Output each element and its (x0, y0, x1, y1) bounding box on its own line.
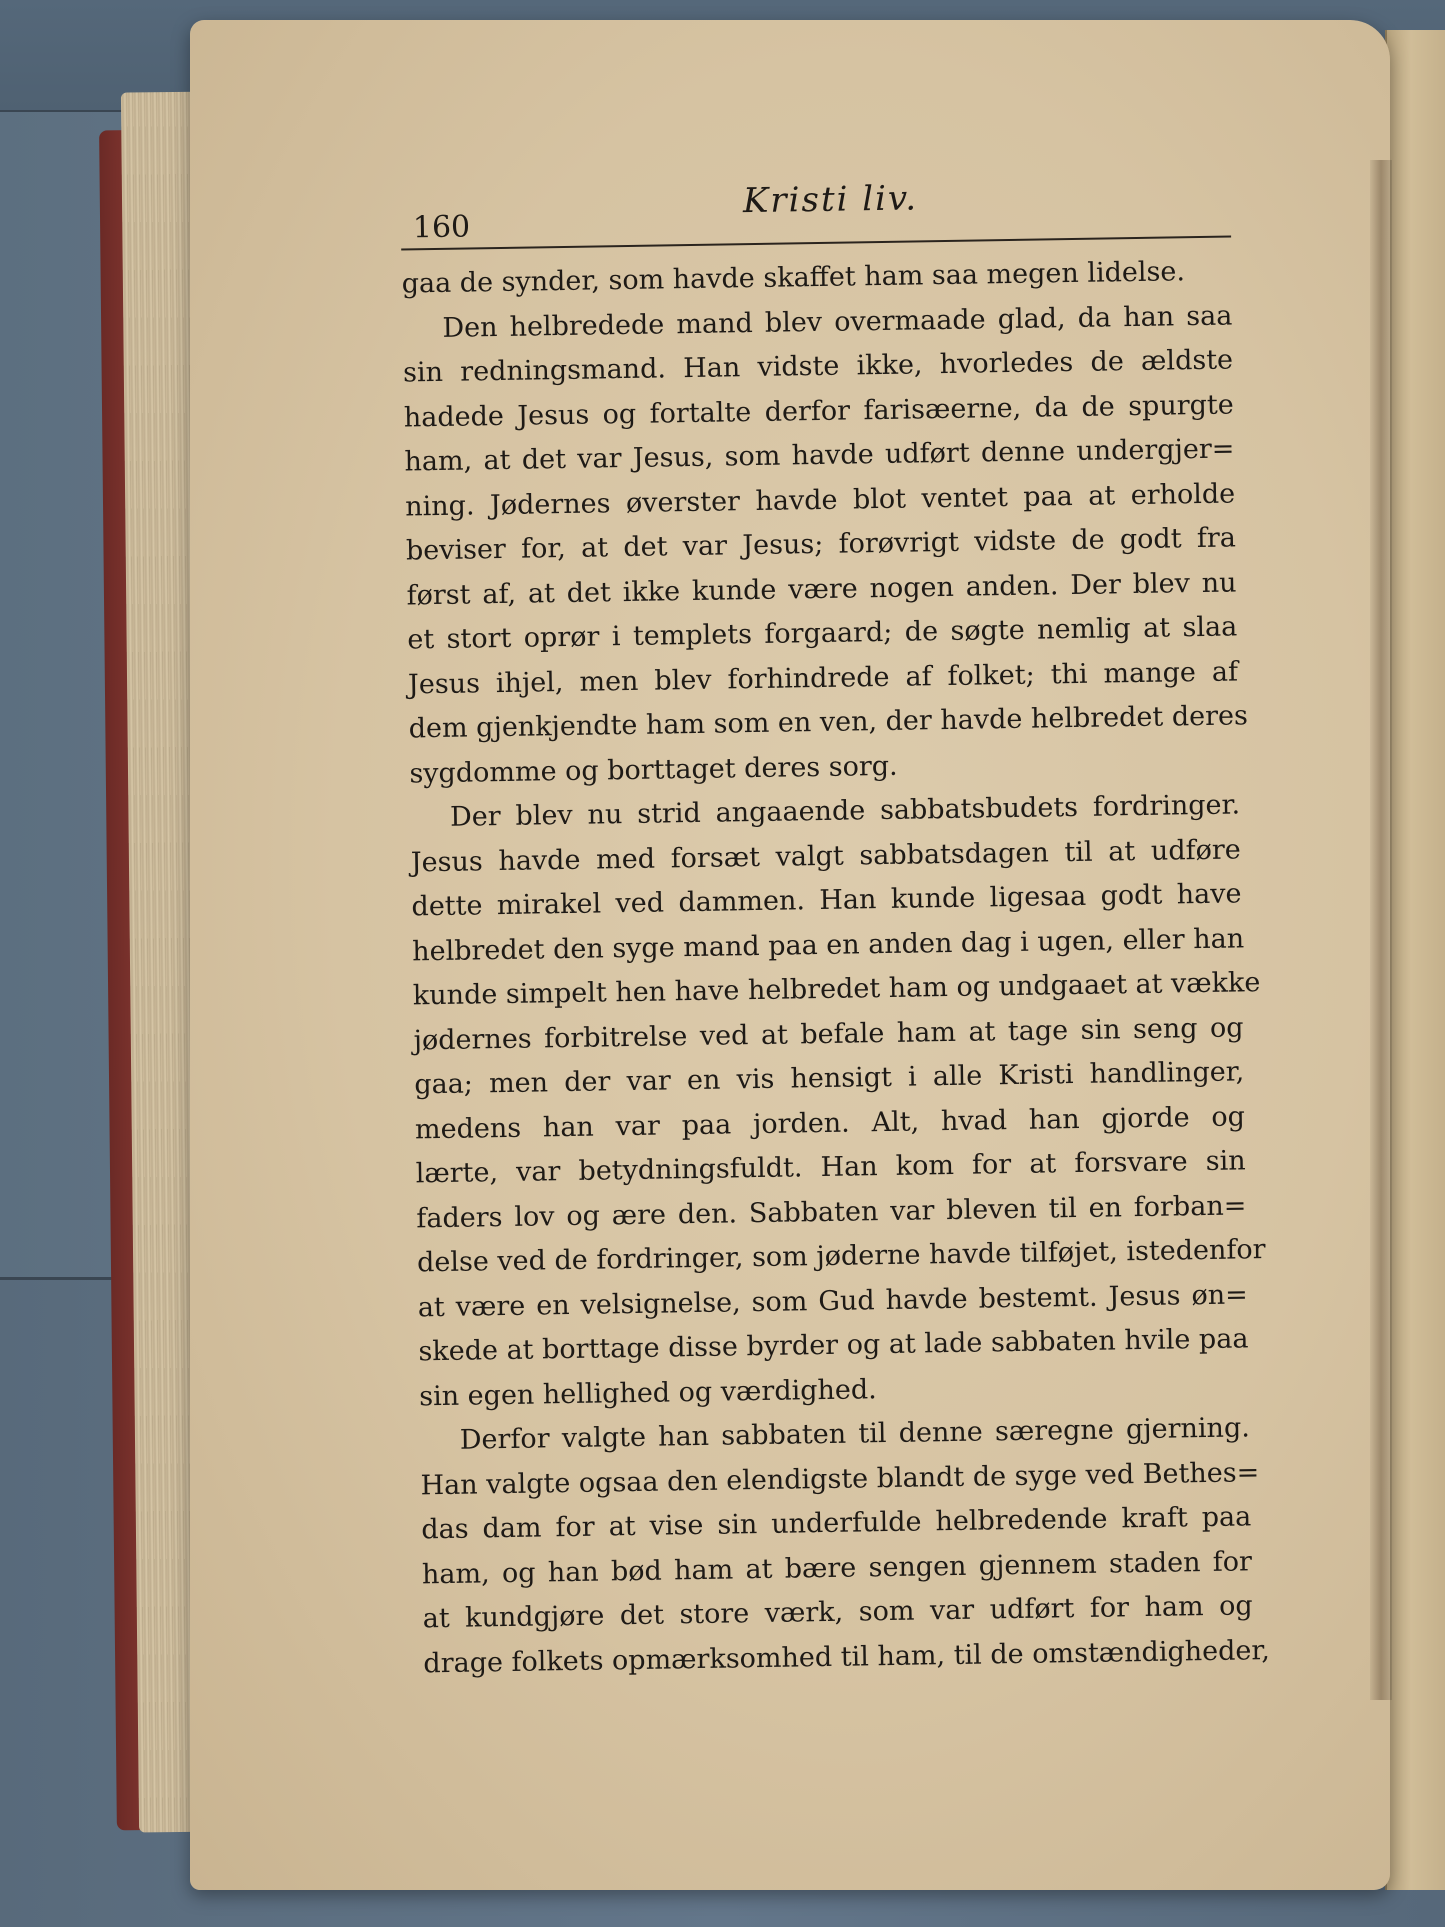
text-line: Der blev nu strid angaaende sabbatsbudets fordringer. (449, 789, 1241, 833)
text-line: Den helbredede mand blev overmaade glad, da han saa (442, 299, 1233, 344)
text-line: medens han var paa jorden. Alt, hvad han gjorde og (414, 1100, 1246, 1145)
text-line: skede at borttage disse byrder og at lade sabbaten hvile paa (418, 1323, 1249, 1368)
text-line: ning. Jødernes øverster havde blot ventet paa at erholde (404, 477, 1236, 522)
text-line: Jesus ihjel, men blev forhindrede af folket; thi mange af (407, 655, 1239, 700)
text-line: drage folkets opmærksomhed til ham, til de omstændigheder, (423, 1634, 1271, 1679)
text-line: ham, og han bød ham at bære sengen gjennem staden for (421, 1545, 1253, 1590)
text-line: faders lov og ære den. Sabbaten var bleven til en forban= (416, 1189, 1247, 1234)
text-line: at være en velsignelse, som Gud havde bestemt. Jesus øn= (417, 1278, 1248, 1323)
text-line: helbredet den syge mand paa en anden dag i ugen, eller han (411, 922, 1245, 967)
facing-page-edge (1385, 30, 1445, 1890)
text-line: Derfor valgte han sabbaten til denne særegne gjerning. (459, 1412, 1251, 1456)
page-header (400, 163, 1231, 246)
text-line: jødernes forbitrelse ved at befale ham at tage sin seng og (413, 1011, 1244, 1056)
text-line: dette mirakel ved dammen. Han kunde ligesaa godt have (411, 878, 1242, 923)
body-text (401, 249, 1271, 1686)
text-line: das dam for at vise sin underfulde helbredende kraft paa (421, 1501, 1252, 1546)
text-line: beviser for, at det var Jesus; forøvrigt vidste de godt fra (405, 522, 1237, 567)
text-line: ham, at det var Jesus, som havde udført denne undergjer= (404, 433, 1235, 478)
text-line: gaa de synder, som havde skaffet ham saa megen lidelse. (401, 256, 1186, 300)
page-number: 160 (412, 209, 471, 246)
text-line: gaa; men der var en vis hensigt i alle Kristi handlinger, (414, 1056, 1245, 1101)
running-head: Kristi liv. (742, 178, 919, 222)
page-text-block (400, 163, 1271, 1686)
text-line: Jesus havde med forsæt valgt sabbatsdagen til at udføre (410, 833, 1241, 878)
text-line: først af, at det ikke kunde være nogen anden. Der blev nu (406, 566, 1237, 611)
text-line: et stort oprør i templets forgaard; de søgte nemlig at slaa (407, 611, 1238, 656)
text-line: Han valgte ogsaa den elendigste blandt de syge ved Bethes= (420, 1456, 1260, 1501)
text-line: kunde simpelt hen have helbredet ham og undgaaet at vække (412, 967, 1261, 1012)
text-line: at kundgjøre det store værk, som var udført for ham og (422, 1590, 1253, 1635)
book-gutter (1370, 160, 1392, 1700)
text-line: delse ved de fordringer, som jøderne havde tilføjet, istedenfor (416, 1234, 1266, 1279)
text-line: hadede Jesus og fortalte derfor farisæerne, da de spurgte (403, 388, 1234, 433)
text-line: sin redningsmand. Han vidste ikke, hvorledes de ældste (402, 344, 1234, 389)
text-line: dem gjenkjendte ham som en ven, der havde helbredet deres (408, 700, 1249, 745)
text-line: lærte, var betydningsfuldt. Han kom for at forsvare sin (415, 1145, 1246, 1190)
text-line: sygdomme og borttaget deres sorg. (409, 750, 898, 789)
text-line: sin egen hellighed og værdighed. (418, 1373, 877, 1412)
